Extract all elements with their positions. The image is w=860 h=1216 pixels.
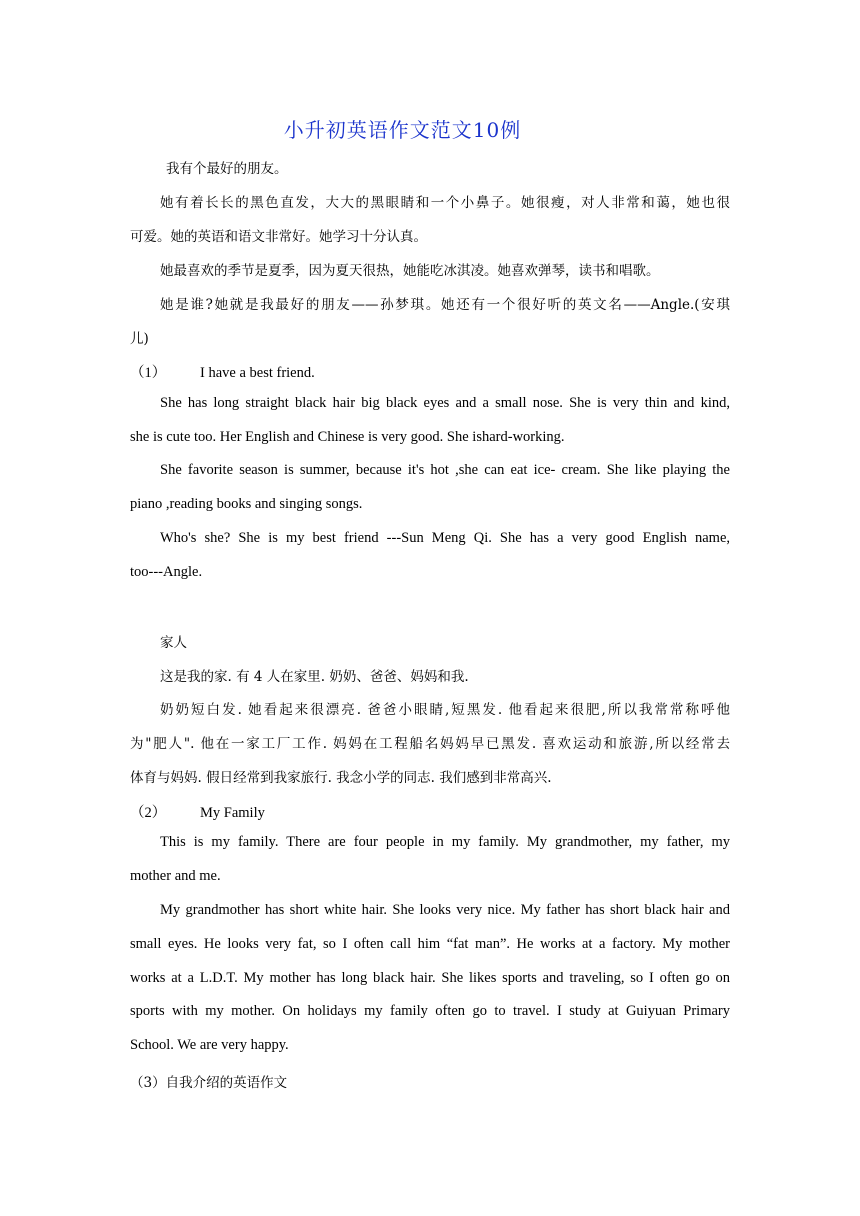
en-paragraph-line: works at a L.D.T. My mother has long black hair. She likes sports and traveling, so I often go on: [130, 970, 730, 986]
document-title: 小升初英语作文范文10例: [283, 118, 522, 142]
en-paragraph-line: piano ,reading books and singing songs.: [130, 496, 363, 512]
en-paragraph-line: She has long straight black hair big black eyes and a small nose. She is very thin and kind,: [160, 395, 730, 411]
cn-heading-1: 我有个最好的朋友。: [166, 161, 288, 177]
en-paragraph-line: School. We are very happy.: [130, 1037, 289, 1053]
en-paragraph-line: Who's she? She is my best friend ---Sun Meng Qi. She has a very good English name,: [160, 530, 730, 546]
cn-paragraph-line: 为"肥人". 他在一家工厂工作. 妈妈在工程船名妈妈早已黑发. 喜欢运动和旅游,所以经常去: [130, 736, 730, 752]
en-paragraph-line: she is cute too. Her English and Chinese is very good. She ishard-working.: [130, 429, 565, 445]
en-paragraph-line: My grandmother has short white hair. She looks very nice. My father has short black hair and: [160, 902, 730, 918]
essay-heading-1: [130, 361, 315, 382]
cn-paragraph-line: 她最喜欢的季节是夏季，因为夏天很热，她能吃冰淇凌。她喜欢弹琴，读书和唱歌。: [160, 263, 660, 279]
en-paragraph-line: This is my family. There are four people in my family. My grandmother, my father, my: [160, 834, 730, 850]
essay-number: （1）: [130, 365, 167, 381]
cn-paragraph-line: 可爱。她的英语和语文非常好。她学习十分认真。: [130, 229, 427, 245]
en-paragraph-line: sports with my mother. On holidays my family often go to travel. I study at Guiyuan Primary: [130, 1003, 730, 1019]
en-paragraph-line: small eyes. He looks very fat, so I often call him “fat man”. He works at a factory. My mother: [130, 936, 730, 952]
cn-paragraph-line: 她是谁?她就是我最好的朋友——孙梦琪。她还有一个很好听的英文名——Angle.(安琪: [160, 297, 730, 313]
essay-heading-3: （3）自我介绍的英语作文: [130, 1075, 288, 1091]
cn-paragraph-line: 这是我的家. 有 4 人在家里. 奶奶、爸爸、妈妈和我.: [160, 669, 469, 685]
en-paragraph-line: She favorite season is summer, because it's hot ,she can eat ice- cream. She like playing the: [160, 462, 730, 478]
cn-paragraph-line: 儿): [130, 331, 149, 347]
essay-heading-2: [130, 801, 265, 822]
cn-paragraph-line: 体育与妈妈. 假日经常到我家旅行. 我念小学的同志. 我们感到非常高兴.: [130, 770, 552, 786]
cn-paragraph-line: 她有着长长的黑色直发，大大的黑眼睛和一个小鼻子。她很瘦，对人非常和蔼，她也很: [160, 195, 730, 211]
cn-heading-2: 家人: [160, 635, 187, 651]
cn-paragraph-line: 奶奶短白发. 她看起来很漂亮. 爸爸小眼睛,短黑发. 他看起来很肥,所以我常常称呼他: [160, 702, 730, 718]
en-paragraph-line: mother and me.: [130, 868, 221, 884]
essay-title: I have a best friend.: [200, 365, 315, 381]
essay-title: My Family: [200, 805, 265, 821]
en-paragraph-line: too---Angle.: [130, 564, 203, 580]
essay-number: （2）: [130, 805, 167, 821]
